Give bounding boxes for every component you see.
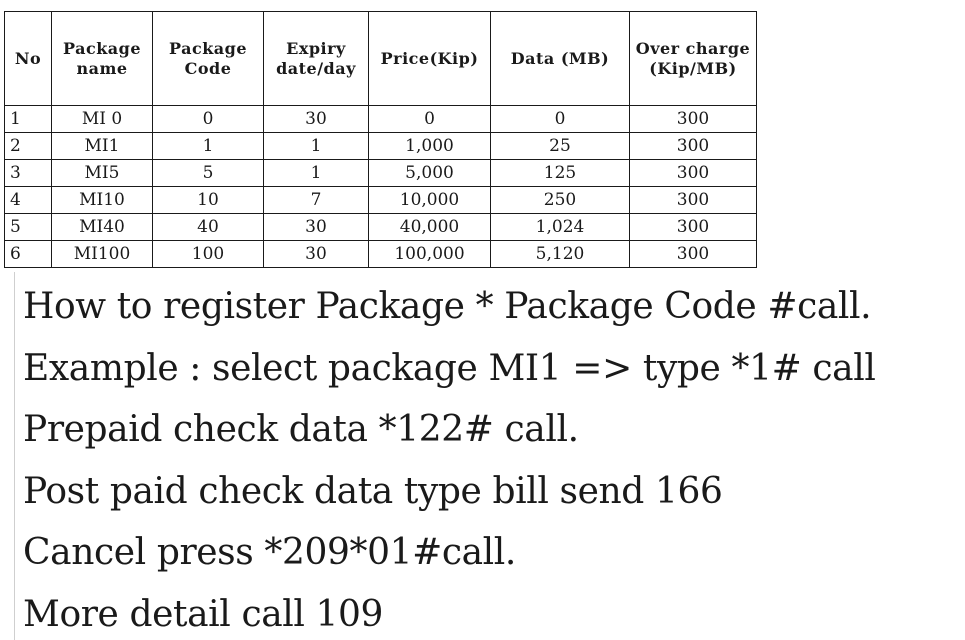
table-row (5, 214, 757, 241)
cell-price: 100,000 (369, 241, 491, 268)
cell-no: 5 (5, 214, 52, 241)
cell-no: 3 (5, 160, 52, 187)
cell-code: 5 (153, 160, 264, 187)
cell-code: 10 (153, 187, 264, 214)
header-no: No (5, 12, 52, 106)
instruction-register: How to register Package * Package Code #call. (23, 286, 872, 327)
cell-overcharge: 300 (630, 106, 757, 133)
cell-no: 6 (5, 241, 52, 268)
cell-overcharge: 300 (630, 160, 757, 187)
table-row (5, 241, 757, 268)
table-header (5, 12, 757, 106)
cell-price: 1,000 (369, 133, 491, 160)
header-expiry: Expiry date/day (264, 12, 369, 106)
cell-overcharge: 300 (630, 214, 757, 241)
cell-expiry: 7 (264, 187, 369, 214)
cell-data: 1,024 (491, 214, 630, 241)
header-price: Price(Kip) (369, 12, 491, 106)
header-row (5, 12, 757, 106)
cell-price: 40,000 (369, 214, 491, 241)
cell-price: 0 (369, 106, 491, 133)
cell-overcharge: 300 (630, 133, 757, 160)
cell-name: MI5 (52, 160, 153, 187)
instruction-cancel: Cancel press *209*01#call. (23, 532, 516, 573)
cell-overcharge: 300 (630, 241, 757, 268)
cell-expiry: 1 (264, 133, 369, 160)
cell-no: 1 (5, 106, 52, 133)
instruction-example: Example : select package MI1 => type *1# call (23, 347, 876, 389)
cell-data: 25 (491, 133, 630, 160)
header-overcharge: Over charge (Kip/MB) (630, 12, 757, 106)
cell-name: MI10 (52, 187, 153, 214)
cell-expiry: 30 (264, 241, 369, 268)
cell-name: MI100 (52, 241, 153, 268)
instructions-block (23, 276, 963, 640)
instruction-more-detail: More detail call 109 (23, 593, 384, 635)
cell-code: 1 (153, 133, 264, 160)
cell-price: 10,000 (369, 187, 491, 214)
cell-data: 5,120 (491, 241, 630, 268)
header-package-code: Package Code (153, 12, 264, 106)
instruction-postpaid-check: Post paid check data type bill send 166 (23, 470, 723, 512)
cell-expiry: 30 (264, 106, 369, 133)
table-row (5, 133, 757, 160)
cell-overcharge: 300 (630, 187, 757, 214)
cell-name: MI40 (52, 214, 153, 241)
cell-no: 4 (5, 187, 52, 214)
cell-no: 2 (5, 133, 52, 160)
table-row (5, 187, 757, 214)
cell-expiry: 1 (264, 160, 369, 187)
cell-expiry: 30 (264, 214, 369, 241)
table-row (5, 106, 757, 133)
header-package-name: Package name (52, 12, 153, 106)
cell-code: 40 (153, 214, 264, 241)
cell-code: 0 (153, 106, 264, 133)
table-row (5, 160, 757, 187)
header-data: Data (MB) (491, 12, 630, 106)
table-body (5, 106, 757, 268)
instruction-prepaid-check: Prepaid check data *122# call. (23, 409, 579, 450)
cell-name: MI1 (52, 133, 153, 160)
cell-code: 100 (153, 241, 264, 268)
cell-data: 125 (491, 160, 630, 187)
cell-price: 5,000 (369, 160, 491, 187)
left-rule (14, 272, 15, 640)
package-table (4, 11, 757, 268)
cell-name: MI 0 (52, 106, 153, 133)
cell-data: 250 (491, 187, 630, 214)
cell-data: 0 (491, 106, 630, 133)
